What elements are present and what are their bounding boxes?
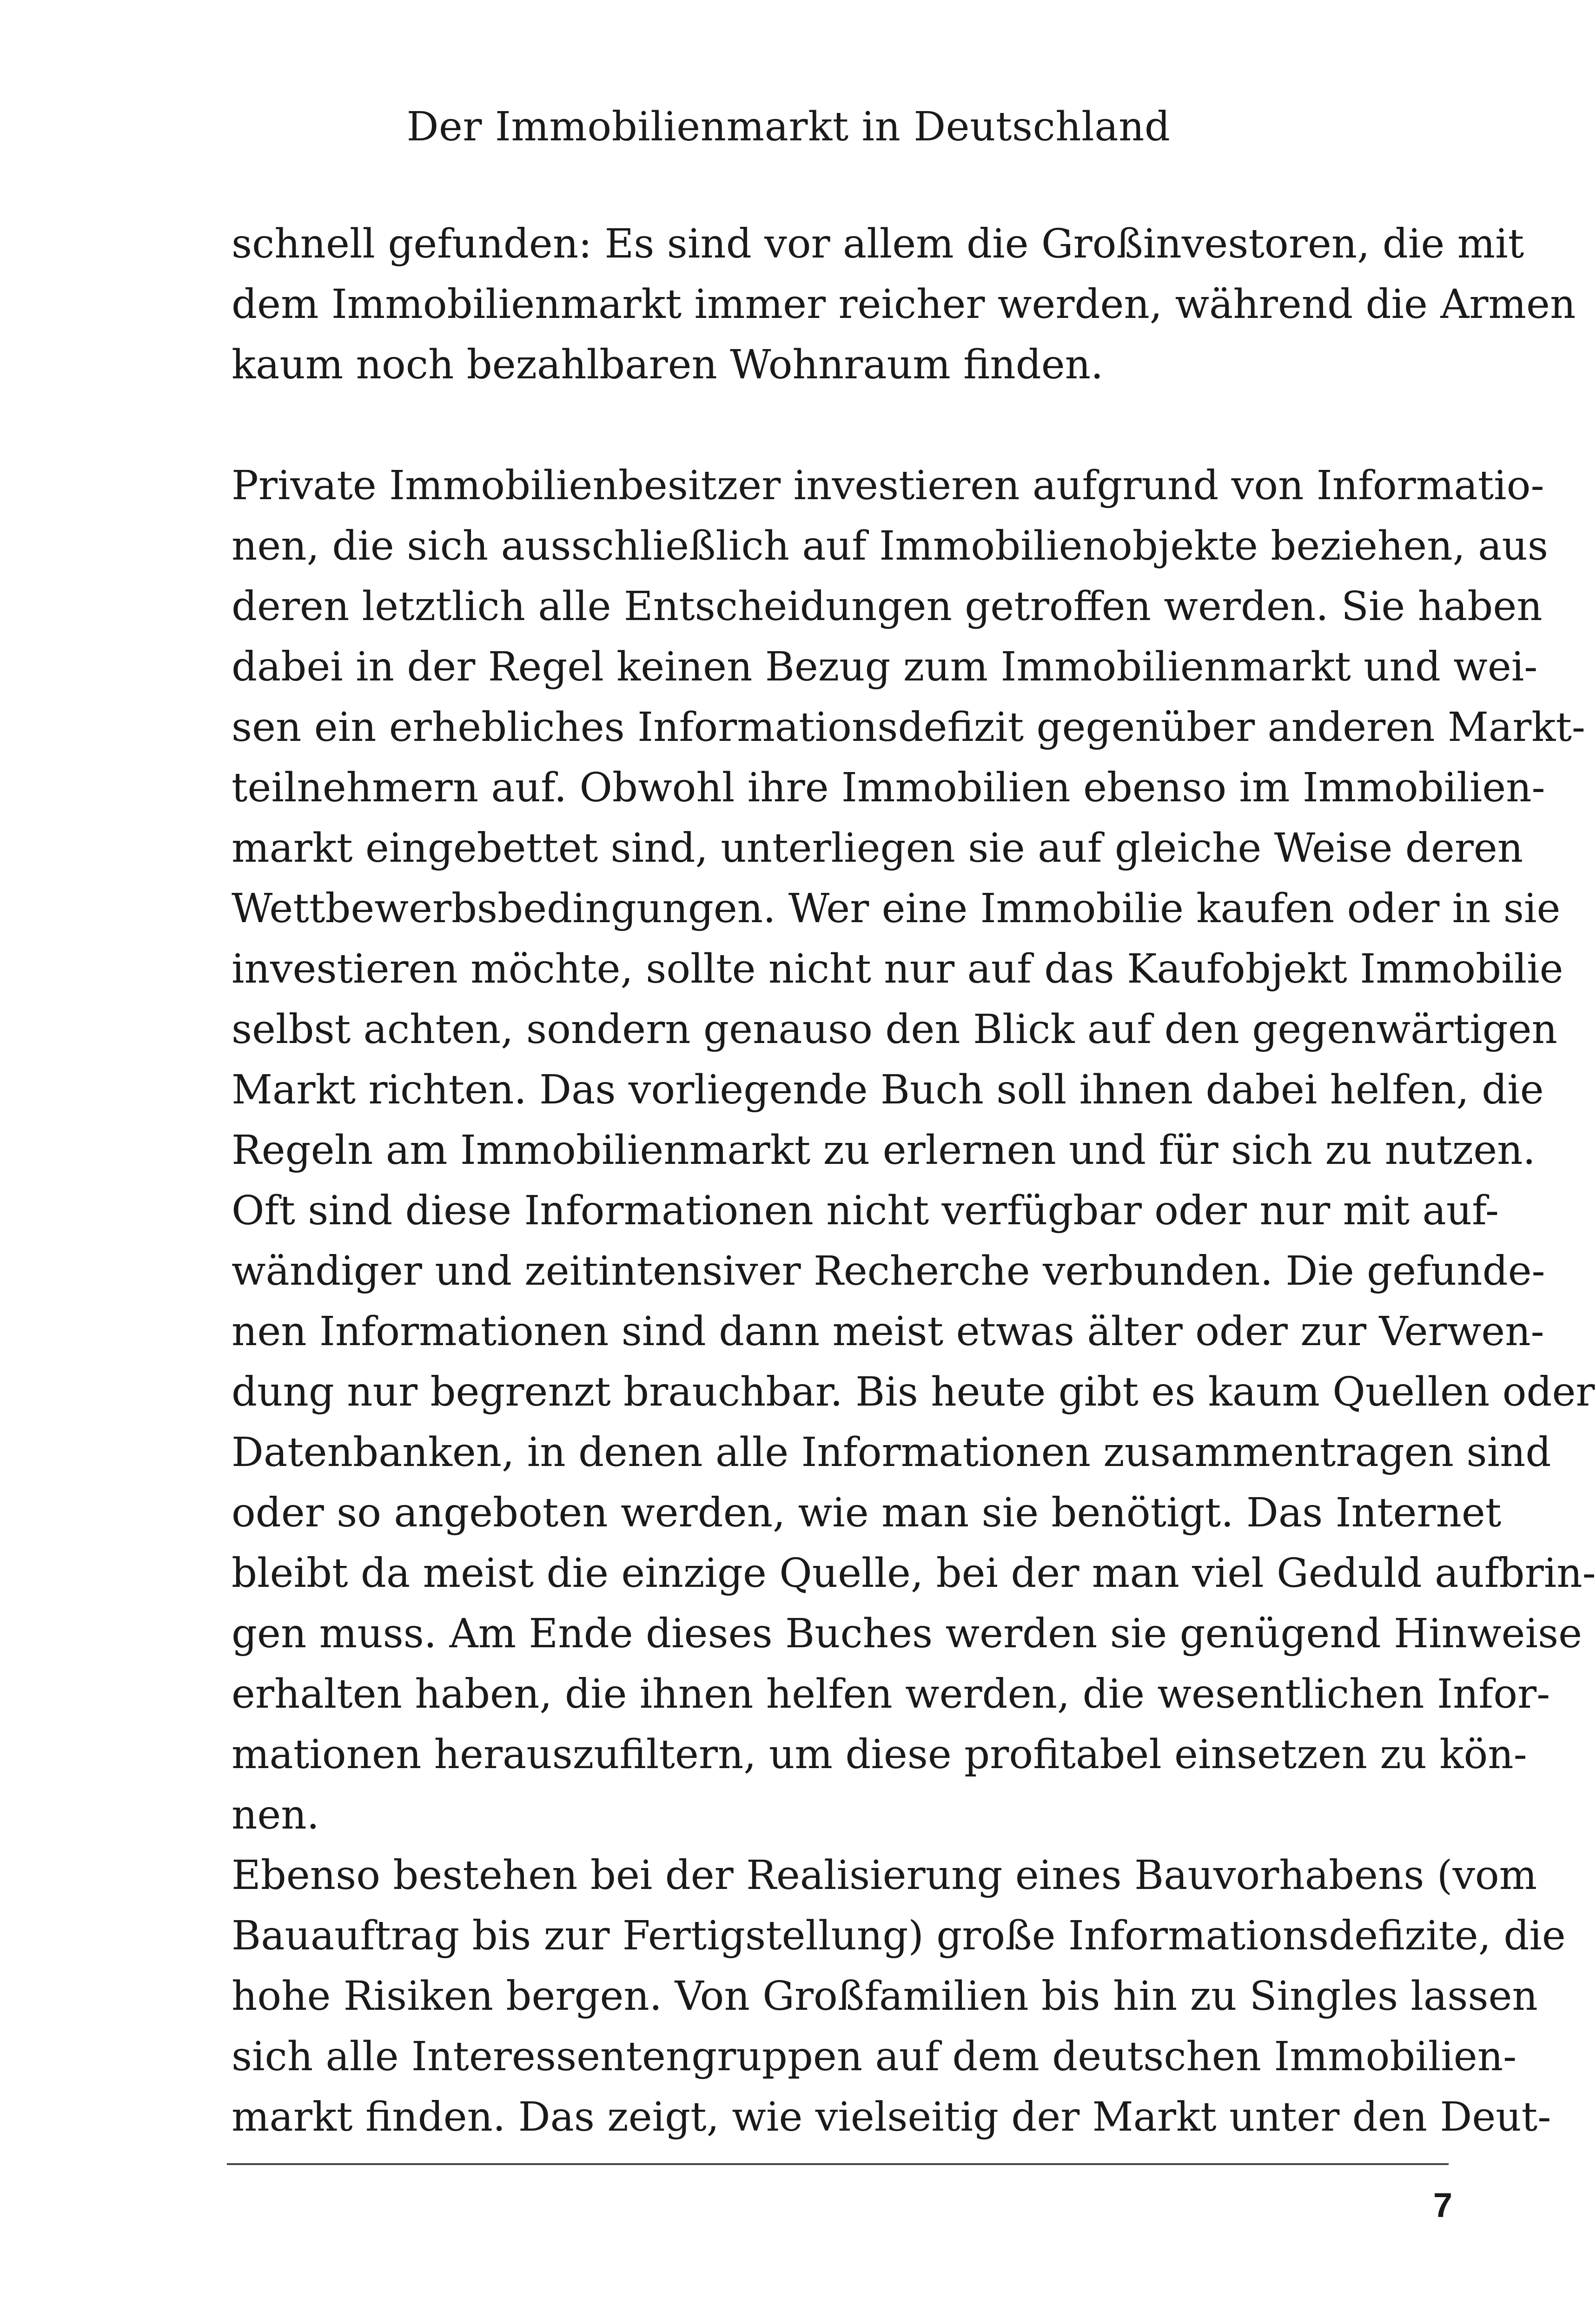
text-line: schnell gefunden: Es sind vor allem die Großinvestoren, die mit <box>232 221 1524 267</box>
text-line: investieren möchte, sollte nicht nur auf das Kaufobjekt Immobilie <box>232 946 1563 992</box>
text-line: Wettbewerbsbedingungen. Wer eine Immobilie kaufen oder in sie <box>232 885 1561 932</box>
paragraph-gap <box>232 395 1440 456</box>
text-line: dem Immobilienmarkt immer reicher werden, während die Armen <box>232 281 1576 328</box>
text-line: oder so angeboten werden, wie man sie benötigt. Das Internet <box>232 1490 1502 1536</box>
paragraph-1 <box>232 214 1576 395</box>
text-line: Ebenso bestehen bei der Realisierung eines Bauvorhabens (vom <box>232 1852 1537 1899</box>
running-header: Der Immobilienmarkt in Deutschland <box>406 104 1171 150</box>
text-line: deren letztlich alle Entscheidungen getroffen werden. Sie haben <box>232 583 1543 630</box>
text-line: Datenbanken, in denen alle Informationen zusammentragen sind <box>232 1429 1551 1476</box>
page-number: 7 <box>1433 2186 1452 2225</box>
body-text <box>232 214 1596 2147</box>
text-line: teilnehmern auf. Obwohl ihre Immobilien ebenso im Immobilien- <box>232 765 1545 811</box>
text-line: Private Immobilienbesitzer investieren aufgrund von Informatio- <box>232 462 1544 509</box>
text-line: erhalten haben, die ihnen helfen werden, die wesentlichen Infor- <box>232 1671 1550 1717</box>
paragraph-3 <box>232 1181 1596 1845</box>
text-line: Bauauftrag bis zur Fertigstellung) große Informationsdefizite, die <box>232 1913 1566 1959</box>
text-line: bleibt da meist die einzige Quelle, bei der man viel Geduld aufbrin- <box>232 1550 1596 1597</box>
footer-rule <box>227 2163 1449 2165</box>
text-line: kaum noch bezahlbaren Wohnraum finden. <box>232 342 1104 388</box>
text-line: dung nur begrenzt brauchbar. Bis heute gibt es kaum Quellen oder <box>232 1369 1595 1415</box>
text-line: Oft sind diese Informationen nicht verfügbar oder nur mit auf- <box>232 1188 1499 1234</box>
text-line: wändiger und zeitintensiver Recherche verbunden. Die gefunde- <box>232 1248 1545 1294</box>
text-line: sen ein erhebliches Informationsdefizit gegenüber anderen Markt- <box>232 704 1585 751</box>
text-line: hohe Risiken bergen. Von Großfamilien bis hin zu Singles lassen <box>232 1973 1538 2020</box>
paragraph-2 <box>232 456 1585 1181</box>
text-line: nen, die sich ausschließlich auf Immobilienobjekte beziehen, aus <box>232 523 1548 569</box>
text-line: markt finden. Das zeigt, wie vielseitig der Markt unter den Deut- <box>232 2094 1551 2140</box>
text-line: markt eingebettet sind, unterliegen sie auf gleiche Weise deren <box>232 825 1523 872</box>
text-line: Markt richten. Das vorliegende Buch soll ihnen dabei helfen, die <box>232 1067 1544 1113</box>
text-line: nen. <box>232 1792 320 1838</box>
text-line: dabei in der Regel keinen Bezug zum Immobilienmarkt und wei- <box>232 644 1538 690</box>
text-line: sich alle Interessentengruppen auf dem deutschen Immobilien- <box>232 2034 1517 2080</box>
paragraph-4 <box>232 1845 1566 2147</box>
text-line: nen Informationen sind dann meist etwas älter oder zur Verwen- <box>232 1308 1544 1355</box>
text-line: Regeln am Immobilienmarkt zu erlernen und für sich zu nutzen. <box>232 1127 1536 1174</box>
text-line: mationen herauszufiltern, um diese profitabel einsetzen zu kön- <box>232 1731 1527 1778</box>
text-line: gen muss. Am Ende dieses Buches werden sie genügend Hinweise <box>232 1611 1582 1657</box>
text-line: selbst achten, sondern genauso den Blick auf den gegenwärtigen <box>232 1006 1557 1053</box>
